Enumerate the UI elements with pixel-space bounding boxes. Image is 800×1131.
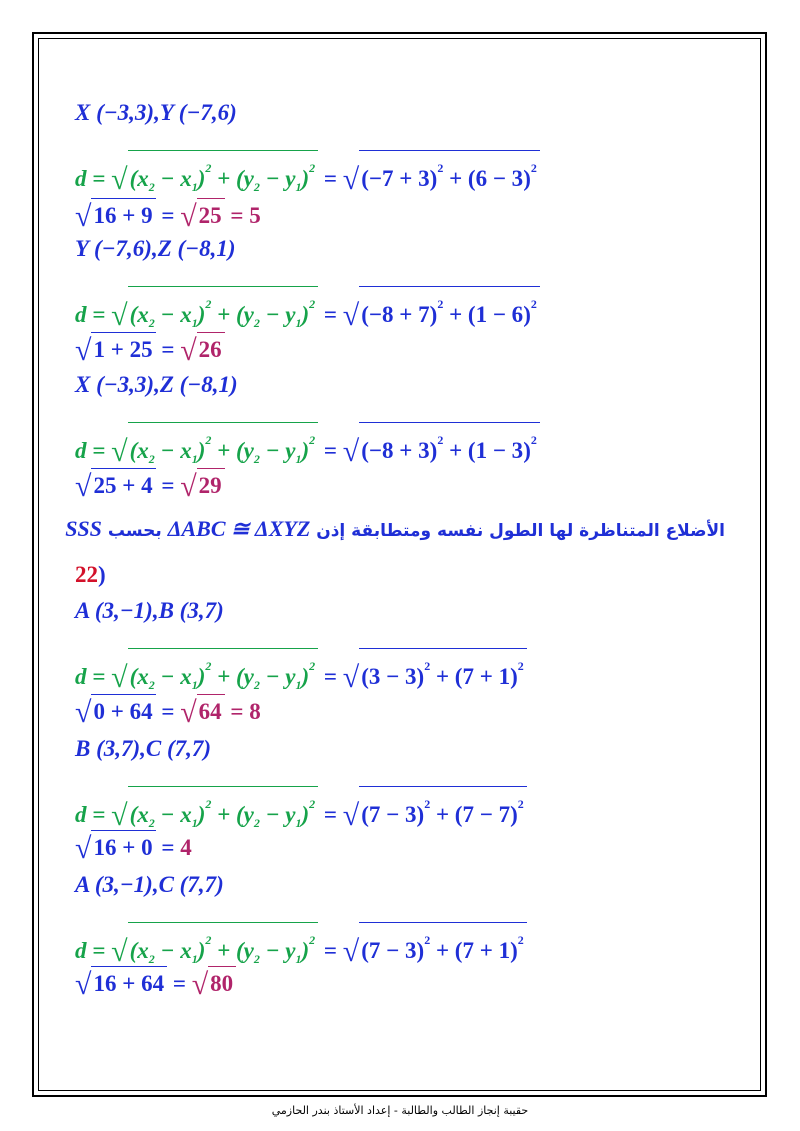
distance-formula-line: $d = √(x_2 - x_1)^2 + (y_2 - y_1)^2 = √(3 - 3)^2 + (7 + 1)^2$ <box>75 648 527 700</box>
distance-formula-line: $d = √(x_2 - x_1)^2 + (y_2 - y_1)^2 = √(-7 + 3)^2 + (6 - 3)^2$ <box>75 150 540 202</box>
points-line: Y (−7,6),Z (−8,1) <box>75 236 236 261</box>
sum-under-root: 16 + 0 <box>91 830 155 863</box>
points-line: A (3,−1),B (3,7) <box>75 598 224 623</box>
result-line: √16 + 0 = 4 <box>75 832 192 865</box>
diff-a: −8 + 7 <box>368 302 430 327</box>
distance-formula-line: $d = √(x_2 - x_1)^2 + (y_2 - y_1)^2 = √(7 - 3)^2 + (7 + 1)^2$ <box>75 922 527 974</box>
result-line: √0 + 64 = √64 = 8 <box>75 696 261 729</box>
sum-under-root: 1 + 25 <box>91 332 155 365</box>
result-root: 64 <box>197 694 225 727</box>
points-line: X (−3,3),Z (−8,1) <box>75 372 238 397</box>
result-line: √1 + 25 = √26 <box>75 332 225 366</box>
distance-formula-line: $d = √(x_2 - x_1)^2 + (y_2 - y_1)^2 = √(7 - 3)^2 + (7 - 7)^2$ <box>75 786 527 838</box>
distance-formula: $d = √(x_2 - x_1)^2 + (y_2 - y_1)^2$ <box>75 938 324 963</box>
result-line: √16 + 64 = √80 <box>75 966 236 1000</box>
result-value: 8 <box>249 699 261 724</box>
congruence-statement: ΔABC ≅ ΔXYZ <box>167 516 311 541</box>
distance-formula: $d = √(x_2 - x_1)^2 + (y_2 - y_1)^2$ <box>75 166 324 191</box>
conclusion-text: الأضلاع المتناظرة لها الطول نفسه ومتطابقة إذن <box>316 521 725 541</box>
diff-a: 7 − 3 <box>368 802 417 827</box>
distance-formula: $d = √(x_2 - x_1)^2 + (y_2 - y_1)^2$ <box>75 802 324 827</box>
diff-a: −7 + 3 <box>368 166 430 191</box>
sum-under-root: 16 + 9 <box>91 198 155 231</box>
problem-number: 22) <box>75 562 106 587</box>
distance-formula: $d = √(x_2 - x_1)^2 + (y_2 - y_1)^2$ <box>75 302 324 327</box>
result-root: 29 <box>197 468 225 501</box>
diff-b: 7 − 7 <box>462 802 511 827</box>
diff-b: 7 + 1 <box>462 664 511 689</box>
conclusion-line <box>65 516 725 542</box>
distance-formula-line: $d = √(x_2 - x_1)^2 + (y_2 - y_1)^2 = √(-8 + 7)^2 + (1 - 6)^2$ <box>75 286 540 338</box>
result-root: 25 <box>197 198 225 231</box>
diff-b: 1 − 3 <box>475 438 524 463</box>
points-line: X (−3,3),Y (−7,6) <box>75 100 237 125</box>
result-line: √16 + 9 = √25 = 5 <box>75 200 261 233</box>
points-line: B (3,7),C (7,7) <box>75 736 212 761</box>
diff-b: 6 − 3 <box>475 166 524 191</box>
diff-a: −8 + 3 <box>368 438 430 463</box>
sum-under-root: 0 + 64 <box>91 694 155 727</box>
points-line: A (3,−1),C (7,7) <box>75 872 224 897</box>
result-value: 4 <box>180 835 192 860</box>
result-line: √25 + 4 = √29 <box>75 468 225 502</box>
distance-formula: $d = √(x_2 - x_1)^2 + (y_2 - y_1)^2$ <box>75 438 324 463</box>
diff-b: 7 + 1 <box>462 938 511 963</box>
distance-formula: $d = √(x_2 - x_1)^2 + (y_2 - y_1)^2$ <box>75 664 324 689</box>
diff-a: 7 − 3 <box>368 938 417 963</box>
page-footer: حقيبة إنجاز الطالب والطالبة - إعداد الأستاذ بندر الحازمي <box>271 1104 529 1117</box>
distance-formula-line: $d = √(x_2 - x_1)^2 + (y_2 - y_1)^2 = √(-8 + 3)^2 + (1 - 3)^2$ <box>75 422 540 474</box>
diff-a: 3 − 3 <box>368 664 417 689</box>
conclusion-by: بحسب <box>107 521 162 541</box>
result-value: 5 <box>249 203 261 228</box>
diff-b: 1 − 6 <box>475 302 524 327</box>
sum-under-root: 16 + 64 <box>91 966 167 999</box>
sss-label: SSS <box>65 516 102 541</box>
result-root: 80 <box>208 966 236 999</box>
result-root: 26 <box>197 332 225 365</box>
sum-under-root: 25 + 4 <box>91 468 155 501</box>
